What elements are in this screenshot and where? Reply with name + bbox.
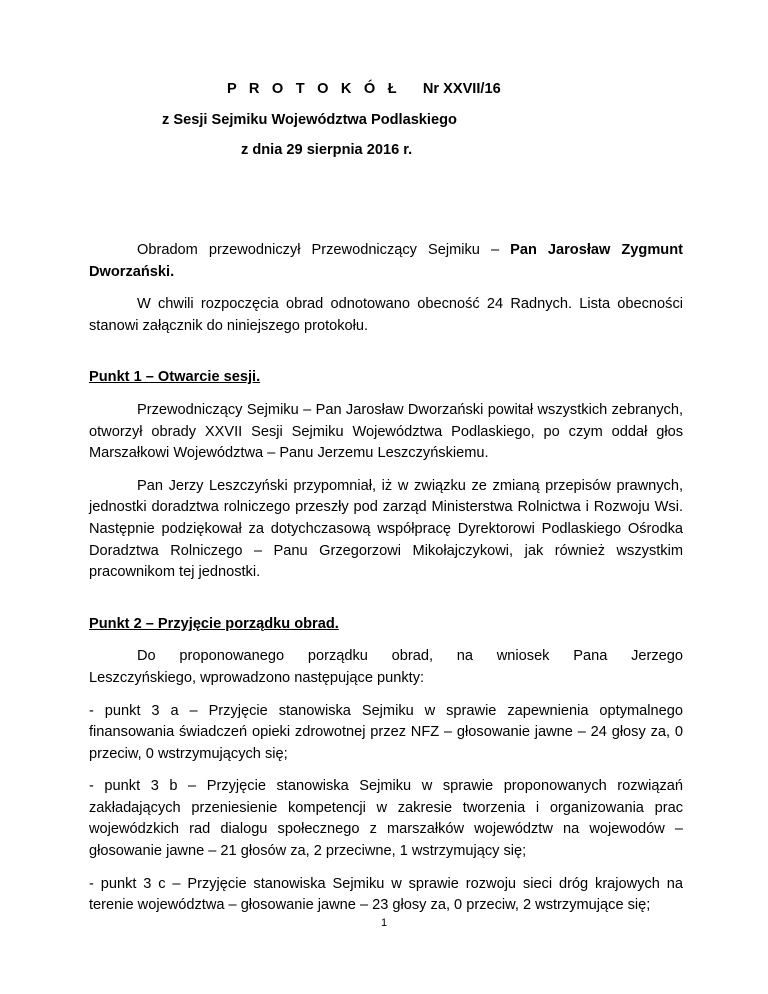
point1-paragraph2: Pan Jerzy Leszczyński przypomniał, iż w związku ze zmianą przepisów prawnych, jednostki doradztwa rolniczego przeszły pod zarząd Ministerstwa Rolnictwa i Rozwoju Wsi. Następnie podziękował za dotychczasową współpracę Dyrektorowi Podlaskiego Ośrodka Doradztwa Rolniczego – Panu Grzegorzowi Mikołajczykowi, jak również wszystkim pracownikom tej jednostki. <box>89 477 683 581</box>
attendance-paragraph: W chwili rozpoczęcia obrad odnotowano obecność 24 Radnych. Lista obecności stanowi załącznik do niniejszego protokołu. <box>89 296 683 334</box>
protocol-subtitle: z Sesji Sejmiku Województwa Podlaskiego <box>162 112 457 128</box>
page-number: 1 <box>380 917 388 929</box>
point1-paragraph1: Przewodniczący Sejmiku – Pan Jarosław Dworzański powitał wszystkich zebranych, otworzył obrady XXVII Sesji Sejmiku Województwa Podlaskiego, po czym oddał głos Marszałkowi Województwa – Panu Jerzemu Leszczyńskiemu. <box>89 401 683 462</box>
document-body <box>89 240 683 917</box>
protocol-date: z dnia 29 sierpnia 2016 r. <box>241 142 413 158</box>
chair-text: Obradom przewodniczył Przewodniczący Sejmiku – <box>137 242 511 258</box>
chair-paragraph <box>89 240 683 283</box>
chair-name: Pan Jarosław Zygmunt Dworzański. <box>89 242 683 280</box>
point2-item-3a: - punkt 3 a – Przyjęcie stanowiska Sejmiku w sprawie zapewnienia optymalnego finansowania świadczeń opieki zdrowotnej przez NFZ – głosowanie jawne – 24 głosy za, 0 przeciw, 0 wstrzymujących się; <box>89 702 683 762</box>
point2-item-3c: - punkt 3 c – Przyjęcie stanowiska Sejmiku w sprawie rozwoju sieci dróg krajowych na terenie województwa – głosowanie jawne – 23 głosy za, 0 przeciw, 2 wstrzymujące się; <box>89 875 683 914</box>
point1-heading: Punkt 1 – Otwarcie sesji. <box>89 369 261 386</box>
point2-heading: Punkt 2 – Przyjęcie porządku obrad. <box>89 615 339 632</box>
point2-intro-line1: Do proponowanego porządku obrad, na wniosek Pana Jerzego <box>137 648 683 665</box>
protocol-title <box>227 81 501 97</box>
protocol-word: P R O T O K Ó Ł <box>227 81 401 97</box>
protocol-number: Nr XXVII/16 <box>422 81 501 97</box>
point2-intro-line2: Leszczyńskiego, wprowadzono następujące punkty: <box>89 669 425 686</box>
point2-item-3b: - punkt 3 b – Przyjęcie stanowiska Sejmiku w sprawie proponowanych rozwiązań zakładających przeniesienie kompetencji w zakresie tworzenia i organizowania prac wojewódzkich rad dialogu społecznego z marszałków województw na wojewodów – głosowanie jawne – 21 głosów za, 2 przeciwne, 1 wstrzymujący się; <box>89 778 683 860</box>
